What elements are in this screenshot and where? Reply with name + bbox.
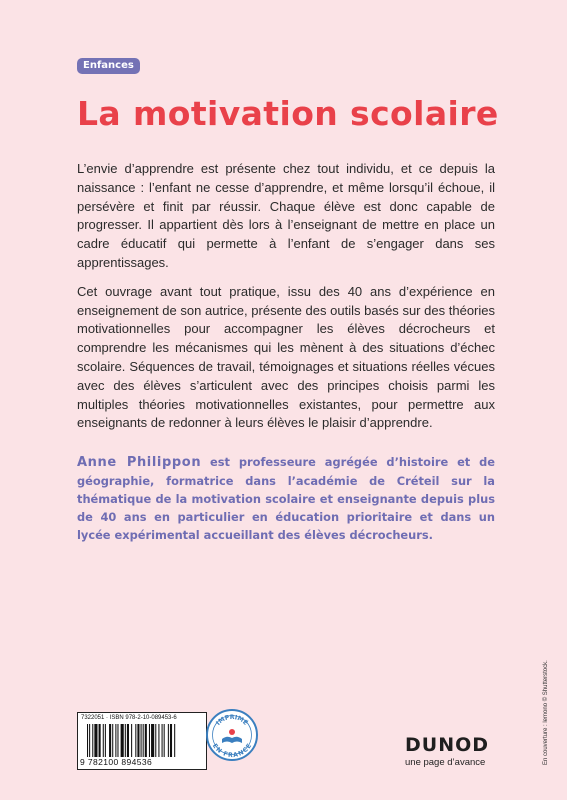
author-description: est professeure agrégée d’histoire et de géographie, formatrice dans l’académie de Créteil sur la thématique de la motivation scolaire et enseignante depuis plus de 40 ans en particulier en éducation prioritaire et dans un lycée expérimental accueillant des élèves décrocheurs.	[77, 455, 495, 542]
blurb-paragraph-1: L’envie d’apprendre est présente chez tout individu, et ce depuis la naissance : l’enfant ne cesse d’apprendre, et même lorsqu’il échoue, il persévère et finit par réussir. Chaque élève est donc capable de progresser. Il appartient dès lors à l’enseignant de mettre en place un cadre éducatif qui permette à l’enfant de s’engager dans ses apprentissages.	[77, 161, 495, 270]
imprime-en-france-stamp	[205, 708, 259, 762]
barcode	[77, 712, 207, 770]
isbn-line: 7322051 · ISBN 978-2-10-089453-6	[81, 715, 177, 721]
author-name: Anne Philippon	[77, 455, 202, 470]
stamp-text-bottom: EN FRANCE	[210, 742, 254, 760]
blurb-paragraph-2: Cet ouvrage avant tout pratique, issu des 40 ans d’expérience en enseignement de son autrice, présente des outils basés sur des théories motivationnelles pour accompagner les élèves décrocheurs et comprendre les mécanismes qui les mènent à des situations d’échec scolaire. Séquences de travail, témoignages et situations réelles vécues avec des élèves s’articulent avec des principes choisis parmi les multiples théories motivationnelles existantes, pour permettre aux enseignants de redonner à leurs élèves le plaisir d’apprendre.	[77, 283, 495, 431]
publisher-name: DUNOD	[405, 734, 490, 756]
blurb	[77, 160, 495, 443]
ean-digits: 9 782100 894536	[80, 757, 153, 767]
cover-credit	[543, 655, 557, 765]
barcode-bars	[87, 724, 203, 757]
publisher-logo	[405, 734, 490, 768]
author-bio	[77, 453, 495, 544]
book-title: La motivation scolaire	[77, 94, 499, 133]
stamp-text-top: IMPRIMÉ	[214, 713, 249, 727]
cover-credit-text: En couverture : lemono © Shutterstock.	[543, 660, 549, 765]
publisher-tagline: une page d’avance	[405, 757, 486, 768]
collection-badge: Enfances	[77, 58, 140, 74]
